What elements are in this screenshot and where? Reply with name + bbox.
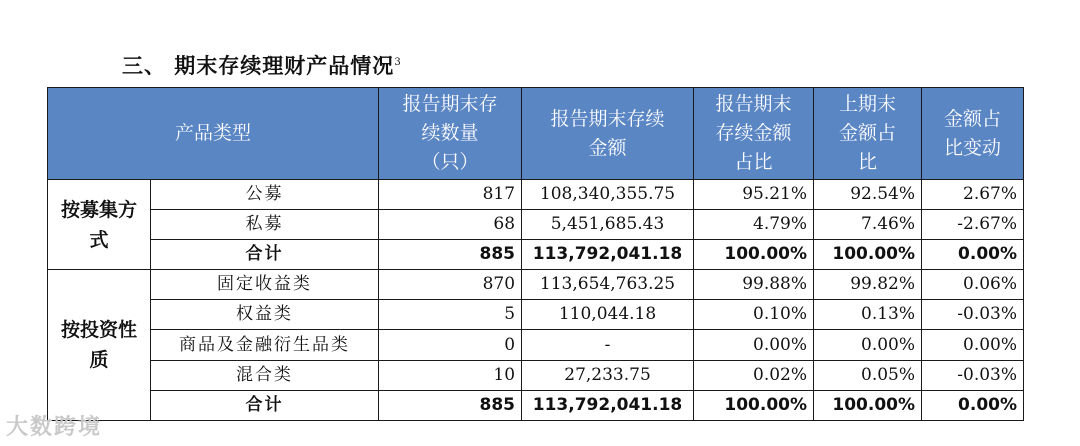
cell-type: 权益类 <box>151 300 379 330</box>
cell-count: 5 <box>379 300 522 330</box>
cell-type: 公募 <box>151 180 379 210</box>
cell-amount: 5,451,685.43 <box>522 210 694 240</box>
cell-count: 10 <box>379 361 522 391</box>
group-label: 按投资性质 <box>48 270 151 421</box>
header-change: 金额占 比变动 <box>922 88 1024 180</box>
cell-share: 0.02% <box>694 361 814 391</box>
cell-amount: 110,044.18 <box>522 300 694 330</box>
cell-type: 私募 <box>151 210 379 240</box>
cell-prev-share: 100.00% <box>814 240 922 270</box>
footnote-marker: 3 <box>394 57 402 68</box>
header-amount: 报告期末存续 金额 <box>522 88 694 180</box>
cell-share: 95.21% <box>694 180 814 210</box>
cell-prev-share: 99.82% <box>814 270 922 300</box>
header-prev-share: 上期末 金额占 比 <box>814 88 922 180</box>
table-row <box>48 210 1024 240</box>
cell-count: 68 <box>379 210 522 240</box>
cell-change: 0.06% <box>922 270 1024 300</box>
section-heading <box>122 50 402 80</box>
cell-change: 0.00% <box>922 240 1024 270</box>
watermark: 大数跨境 <box>6 415 103 440</box>
cell-prev-share: 0.00% <box>814 330 922 361</box>
cell-share: 99.88% <box>694 270 814 300</box>
wealth-products-table <box>47 87 1024 421</box>
table-header-row <box>48 88 1024 180</box>
cell-amount: 113,792,041.18 <box>522 391 694 421</box>
cell-type: 混合类 <box>151 361 379 391</box>
cell-count: 885 <box>379 240 522 270</box>
cell-prev-share: 100.00% <box>814 391 922 421</box>
cell-change: -0.03% <box>922 361 1024 391</box>
table-row <box>48 330 1024 361</box>
cell-amount: 113,792,041.18 <box>522 240 694 270</box>
cell-count: 817 <box>379 180 522 210</box>
cell-prev-share: 92.54% <box>814 180 922 210</box>
header-share: 报告期末 存续金额 占比 <box>694 88 814 180</box>
cell-prev-share: 0.05% <box>814 361 922 391</box>
cell-change: 2.67% <box>922 180 1024 210</box>
cell-type: 合计 <box>151 240 379 270</box>
table-row <box>48 391 1024 421</box>
table-row <box>48 361 1024 391</box>
cell-change: 0.00% <box>922 391 1024 421</box>
header-product-type: 产品类型 <box>48 88 379 180</box>
cell-type: 合计 <box>151 391 379 421</box>
cell-change: 0.00% <box>922 330 1024 361</box>
group-label: 按募集方式 <box>48 180 151 270</box>
table-row <box>48 180 1024 210</box>
cell-type: 固定收益类 <box>151 270 379 300</box>
cell-prev-share: 0.13% <box>814 300 922 330</box>
cell-amount: 108,340,355.75 <box>522 180 694 210</box>
section-heading-text: 三、 期末存续理财产品情况 <box>122 53 395 78</box>
cell-share: 0.00% <box>694 330 814 361</box>
table-row <box>48 240 1024 270</box>
cell-share: 100.00% <box>694 391 814 421</box>
cell-change: -2.67% <box>922 210 1024 240</box>
cell-count: 870 <box>379 270 522 300</box>
cell-count: 0 <box>379 330 522 361</box>
cell-share: 4.79% <box>694 210 814 240</box>
cell-share: 100.00% <box>694 240 814 270</box>
cell-type: 商品及金融衍生品类 <box>151 330 379 361</box>
table-row <box>48 270 1024 300</box>
cell-change: -0.03% <box>922 300 1024 330</box>
header-count: 报告期末存 续数量 （只） <box>379 88 522 180</box>
cell-prev-share: 7.46% <box>814 210 922 240</box>
cell-share: 0.10% <box>694 300 814 330</box>
cell-amount: 113,654,763.25 <box>522 270 694 300</box>
cell-count: 885 <box>379 391 522 421</box>
table-row <box>48 300 1024 330</box>
cell-amount: - <box>522 330 694 361</box>
cell-amount: 27,233.75 <box>522 361 694 391</box>
